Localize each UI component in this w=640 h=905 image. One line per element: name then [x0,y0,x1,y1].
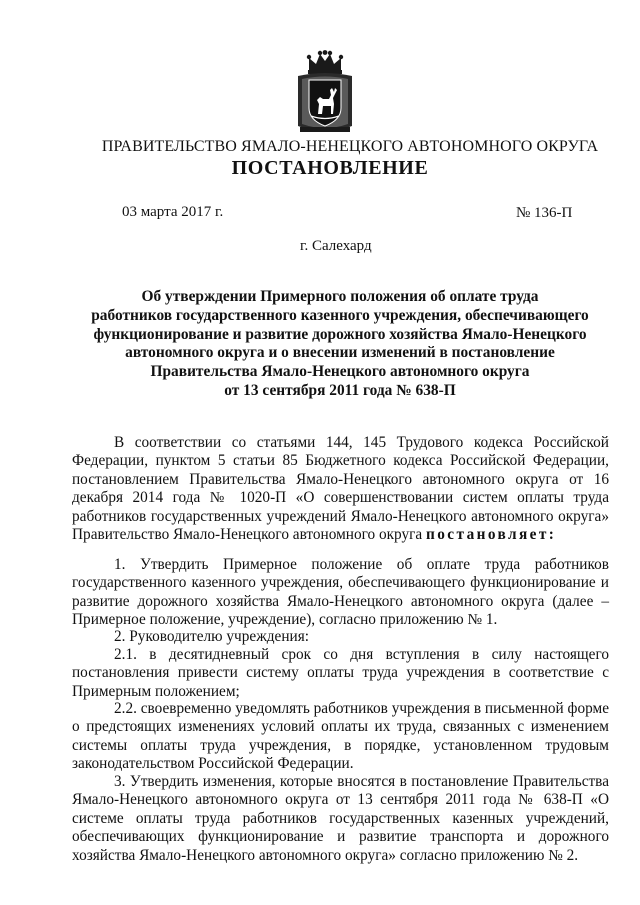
item-3-paragraph: 3. Утвердить изменения, которые вносятся в постановление Правительства Ямало-Ненецкого автономного округа от 13 сентября 2011 года № 638-П «О системе оплаты труда работников государственных казенных учреждений, обеспечивающих функционирование и развитие транспорта и дорожного хозяйства Ямало-Ненецкого автономного округа» согласно приложению № 2. [72,773,609,864]
heading-line: от 13 сентября 2011 года № 638-П [224,381,456,399]
document-city: г. Салехард [300,238,372,254]
item-1-paragraph: 1. Утвердить Примерное положение об оплате труда работников государственного казенного учреждения, обеспечивающего функционирование и развитие дорожного хозяйства Ямало-Ненецкого автономного округа (далее – Примерное положение, учреждение), согласно приложению № 1. [72,556,609,629]
heading-line: работников государственного казенного учреждения, обеспечивающего [91,306,589,324]
item-2-2-paragraph: 2.2. своевременно уведомлять работников учреждения в письменной форме о предстоящих изменениях условий оплаты их труда, связанных с изменением системы оплаты труда учреждения, в порядке, установленном трудовым законодательством Российской Федерации. [72,700,609,773]
document-type: ПОСТАНОВЛЕНИЕ [231,157,429,179]
yamalo-nenets-coat-of-arms-icon [296,50,354,134]
heading-line: Правительства Ямало-Ненецкого автономного округа [150,363,530,381]
government-name: ПРАВИТЕЛЬСТВО ЯМАЛО-НЕНЕЦКОГО АВТОНОМНОГО ОКРУГА [101,138,599,155]
item-2-1-paragraph: 2.1. в десятидневный срок со дня вступления в силу настоящего постановления привести систему оплаты труда учреждения в соответствие с Примерным положением; [72,646,609,700]
document-date: 03 марта 2017 г. [122,204,224,220]
preamble-verb: постановляет: [426,526,557,544]
heading-line: автономного округа и о внесении изменений в постановление [125,344,555,362]
preamble-text: В соответствии со статьями 144, 145 Трудового кодекса Российской Федерации, пунктом 5 статьи 85 Бюджетного кодекса Российской Федерации, постановлением Правительства Ямало-Ненецкого автономного округа от 16 декабря 2014 года № 1020-П «О совершенствовании систем оплаты труда работников государственных учреждений Ямало-Ненецкого автономного округа» Правительство Ямало-Ненецкого автономного округа [72,434,609,544]
heading-line: функционирование и развитие дорожного хозяйства Ямало-Ненецкого [93,325,587,343]
preamble-paragraph [72,434,609,544]
item-2-paragraph: 2. Руководителю учреждения: [114,628,309,645]
heading-line: Об утверждении Примерного положения об оплате труда [141,288,539,305]
document-heading [60,288,620,401]
document-number: № 136-П [516,205,573,221]
